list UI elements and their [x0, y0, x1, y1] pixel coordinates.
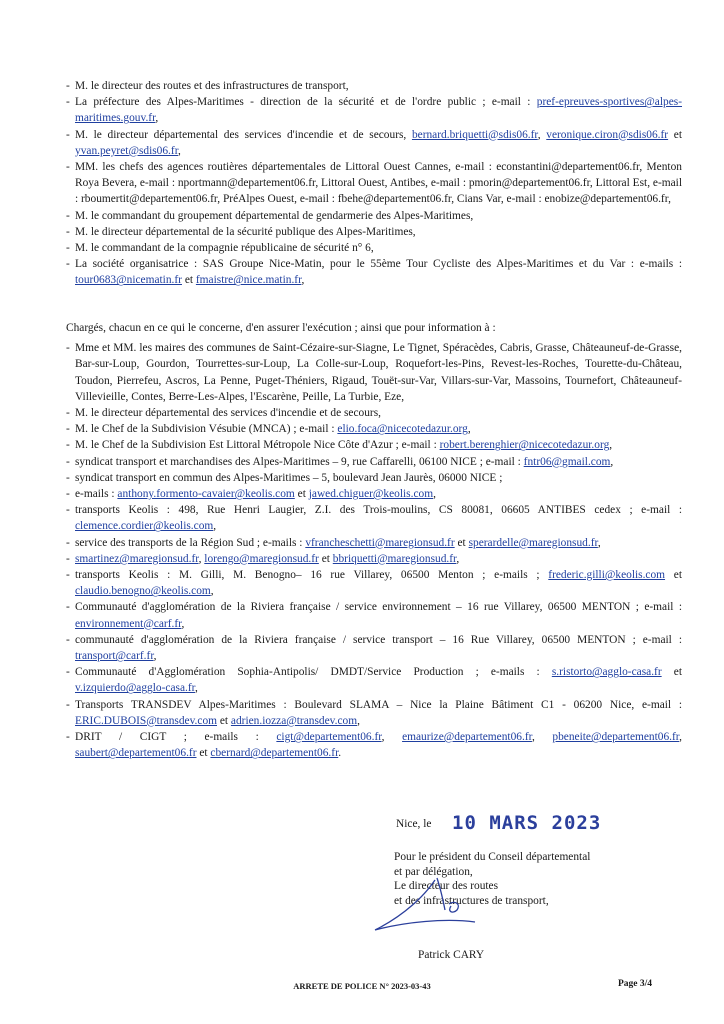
email-link[interactable]: cigt@departement06.fr	[276, 731, 382, 744]
list-item-text: communauté d'agglomération de la Riviera française / service transport – 16 Rue Villarey, 06500 MENTON ; e-mail :	[75, 633, 682, 646]
list-item	[66, 340, 682, 405]
list-item: - smartinez@maregionsud.fr, lorengo@maregionsud.fr et bbriquetti@maregionsud.fr,	[66, 551, 682, 567]
list-item-text: e-mails :	[75, 488, 115, 501]
list-item: - service des transports de la Région Sud ; e-mails : vfrancheschetti@maregionsud.fr et sperardelle@maregionsud.fr,	[66, 535, 682, 551]
page-number: Page 3/4	[617, 979, 652, 989]
list-item-text: service des transports de la Région Sud ; e-mails :	[75, 536, 303, 549]
signature-line: et des infrastructures de transport,	[394, 894, 549, 907]
footer-title: ARRETE DE POLICE N° 2023-03-43	[293, 981, 431, 991]
list-item-text: La société organisatrice : SAS Groupe Nice-Matin, pour le 55ème Tour Cycliste des Alpes-Maritimes et du Var : e-mails :	[75, 258, 682, 271]
list-item-text: M. le Chef de la Subdivision Est Littoral Métropole Nice Côte d'Azur ; e-mail :	[75, 439, 437, 452]
list-item-text: M. le commandant de la compagnie républicaine de sécurité n° 6,	[75, 242, 374, 255]
informed-block	[66, 320, 682, 761]
email-link[interactable]: saubert@departement06.fr	[75, 747, 197, 760]
signature-line: et par délégation,	[394, 865, 473, 878]
list-item: - Communauté d'agglomération de la Riviera française / service environnement – 16 rue Villarey, 06500 MENTON ; e-mail : environnement@carf.fr,	[66, 599, 682, 631]
list-item-text: M. le directeur départemental de la sécurité publique des Alpes-Maritimes,	[75, 225, 416, 238]
email-link[interactable]: cbernard@departement06.fr	[210, 747, 339, 760]
list-item: - M. le directeur départemental des services d'incendie et de secours, bernard.briquetti@sdis06.fr, veronique.ciron@sdis06.fr et yvan.peyret@sdis06.fr,	[66, 127, 682, 159]
list-item-text: Mme et MM. les maires des communes de Saint-Cézaire-sur-Siagne, Le Tignet, Spéracèdes, Cabris, Grasse, Châteauneuf-de-Grasse, Bar-sur-Loup, Gourdon, Tourrettes-sur-Loup, La Colle-sur-Loup, Roquefort-les-Pins, Revest-les-Roches, Tourette-du-Château, Toudon, Pierrefeu, Ascros, La Penne, Puget-Théniers, Rigaud, Touët-sur-Var, Villars-sur-Var, Massoins, Tournefort, Châteauneuf-Villevieille, Contes, Berre-Les-Alpes, l'Escarène, Peille, La Turbie, Eze,	[75, 342, 682, 403]
list-item-text: Transports TRANSDEV Alpes-Maritimes : Boulevard SLAMA – Nice la Plaine Bâtiment C1 - 06200 Nice, e-mail :	[75, 698, 682, 711]
email-link[interactable]: vfrancheschetti@maregionsud.fr	[305, 536, 455, 549]
list-item-text: MM. les chefs des agences routières départementales de Littoral Ouest Cannes, e-mail : econstantini@departement06.fr, Menton Roya Bevera, e-mail : nportmann@departement06.fr, Littoral Ouest, Antibes, e-mail : pmorin@departement06.fr, Littoral Est, e-mail : rboumertit@departement06.fr, PréAlpes Ouest, e-mail : fbehe@departement06.fr, Cians Var, e-mail : enobize@departement06.fr,	[75, 161, 682, 206]
email-link[interactable]: environnement@carf.fr	[75, 617, 182, 630]
email-link[interactable]: sperardelle@maregionsud.fr	[468, 536, 598, 549]
email-link[interactable]: smartinez@maregionsud.fr	[75, 552, 199, 565]
list-item: - La société organisatrice : SAS Groupe Nice-Matin, pour le 55ème Tour Cycliste des Alpes-Maritimes et du Var : e-mails : tour0683@nicematin.fr et fmaistre@nice.matin.fr,	[66, 256, 682, 288]
list-item-text: syndicat transport et marchandises des Alpes-Maritimes – 9, rue Caffarelli, 06100 NICE ; e-mail :	[75, 455, 521, 468]
list-item-text: Communauté d'Agglomération Sophia-Antipolis/ DMDT/Service Production ; e-mails :	[75, 666, 540, 679]
email-link[interactable]: robert.berenghier@nicecotedazur.org	[439, 439, 610, 452]
email-link[interactable]: veronique.ciron@sdis06.fr	[546, 128, 669, 141]
signature-place: Nice, le	[396, 818, 432, 830]
email-link[interactable]: elio.foca@nicecotedazur.org	[337, 423, 468, 436]
list-item-text: M. le directeur départemental des services d'incendie et de secours,	[75, 128, 407, 141]
list-item: - communauté d'agglomération de la Riviera française / service transport – 16 Rue Villarey, 06500 MENTON ; e-mail : transport@carf.fr,	[66, 632, 682, 664]
list-item-text: transports Keolis : M. Gilli, M. Benogno– 16 rue Villarey, 06500 Menton ; e-mails ;	[75, 569, 540, 582]
email-link[interactable]: bbriquetti@maregionsud.fr	[332, 552, 457, 565]
list-item: - M. le Chef de la Subdivision Vésubie (MNCA) ; e-mail : elio.foca@nicecotedazur.org,	[66, 421, 682, 437]
email-link[interactable]: tour0683@nicematin.fr	[75, 274, 182, 287]
list-item-text: Communauté d'agglomération de la Riviera française / service environnement – 16 rue Villarey, 06500 MENTON ; e-mail :	[75, 601, 682, 614]
email-link[interactable]: yvan.peyret@sdis06.fr	[75, 144, 179, 157]
email-link[interactable]: ERIC.DUBOIS@transdev.com	[75, 714, 217, 727]
list-item	[66, 78, 682, 94]
signature-line: Pour le président du Conseil départemental	[394, 851, 591, 863]
email-link[interactable]: pref-epreuves-sportives@alpes-maritimes.gouv.fr	[75, 96, 682, 125]
email-link[interactable]: v.izquierdo@agglo-casa.fr	[75, 682, 195, 695]
email-link[interactable]: s.ristorto@agglo-casa.fr	[551, 666, 662, 679]
list-item	[66, 159, 682, 208]
email-link[interactable]: fmaistre@nice.matin.fr	[195, 274, 302, 287]
list-item-text: DRIT / CIGT ; e-mails :	[75, 731, 259, 744]
email-link[interactable]: adrien.iozza@transdev.com	[230, 714, 358, 727]
list-item: - e-mails : anthony.formento-cavaier@keolis.com et jawed.chiguer@keolis.com,	[66, 486, 682, 502]
email-link[interactable]: emaurize@departement06.fr	[402, 731, 532, 744]
date-stamp: 10 MARS 2023	[452, 812, 602, 834]
list-item: - La préfecture des Alpes-Maritimes - direction de la sécurité et de l'ordre public ; e-mail : pref-epreuves-sportives@alpes-maritimes.gouv.fr,	[66, 94, 682, 126]
email-link[interactable]: clemence.cordier@keolis.com	[75, 520, 214, 533]
email-link[interactable]: fntr06@gmail.com	[523, 455, 611, 468]
list-item-text: M. le directeur départemental des services d'incendie et de secours,	[75, 407, 381, 420]
signature-line: Le directeur des routes	[394, 880, 499, 892]
recipients-block	[66, 78, 682, 289]
email-link[interactable]: bernard.briquetti@sdis06.fr	[411, 128, 538, 141]
email-link[interactable]: anthony.formento-cavaier@keolis.com	[117, 488, 295, 501]
charges-intro: Chargés, chacun en ce qui le concerne, d'en assurer l'exécution ; ainsi que pour information à :	[66, 322, 496, 334]
handwritten-signature	[365, 860, 485, 940]
list-item: - syndicat transport et marchandises des Alpes-Maritimes – 9, rue Caffarelli, 06100 NICE ; e-mail : fntr06@gmail.com,	[66, 454, 682, 470]
list-item	[66, 405, 682, 421]
list-item-text: transports Keolis : 498, Rue Henri Laugier, Z.I. des Trois-moulins, CS 80081, 06605 ANTIBES cedex ; e-mail :	[75, 504, 682, 517]
list-item: - transports Keolis : 498, Rue Henri Laugier, Z.I. des Trois-moulins, CS 80081, 06605 ANTIBES cedex ; e-mail : clemence.cordier@keolis.com,	[66, 502, 682, 534]
list-item-text: M. le directeur des routes et des infrastructures de transport,	[75, 80, 349, 92]
list-item-text: syndicat transport en commun des Alpes-Maritimes – 5, boulevard Jean Jaurès, 06000 NICE ;	[75, 471, 503, 484]
recipients-list	[66, 78, 682, 289]
list-item	[66, 240, 682, 256]
list-item	[66, 470, 682, 486]
email-link[interactable]: pbeneite@departement06.fr	[552, 731, 680, 744]
email-link[interactable]: frederic.gilli@keolis.com	[548, 569, 666, 582]
email-link[interactable]: jawed.chiguer@keolis.com	[308, 488, 434, 501]
list-item: - Transports TRANSDEV Alpes-Maritimes : Boulevard SLAMA – Nice la Plaine Bâtiment C1 - 06200 Nice, e-mail : ERIC.DUBOIS@transdev.com et adrien.iozza@transdev.com,	[66, 697, 682, 729]
list-item: - DRIT / CIGT ; e-mails : cigt@departement06.fr, emaurize@departement06.fr, pbeneite@departement06.fr, saubert@departement06.fr et cbernard@departement06.fr.	[66, 729, 682, 761]
list-item: - transports Keolis : M. Gilli, M. Benogno– 16 rue Villarey, 06500 Menton ; e-mails ; frederic.gilli@keolis.com et claudio.benogno@keolis.com,	[66, 567, 682, 599]
signatory-name: Patrick CARY	[418, 949, 485, 961]
email-link[interactable]: claudio.benogno@keolis.com	[75, 585, 211, 598]
list-item-text: La préfecture des Alpes-Maritimes - direction de la sécurité et de l'ordre public ; e-mail :	[75, 96, 531, 109]
email-link[interactable]: lorengo@maregionsud.fr	[204, 552, 319, 565]
email-link[interactable]: transport@carf.fr	[75, 650, 154, 663]
list-item: - Communauté d'Agglomération Sophia-Antipolis/ DMDT/Service Production ; e-mails : s.ristorto@agglo-casa.fr et v.izquierdo@agglo-casa.fr,	[66, 664, 682, 696]
list-item-text: M. le Chef de la Subdivision Vésubie (MNCA) ; e-mail :	[75, 423, 335, 436]
informed-list	[66, 340, 682, 761]
list-item: - M. le Chef de la Subdivision Est Littoral Métropole Nice Côte d'Azur ; e-mail : robert.berenghier@nicecotedazur.org,	[66, 437, 682, 453]
list-item	[66, 224, 682, 240]
list-item-text: M. le commandant du groupement départemental de gendarmerie des Alpes-Maritimes,	[75, 209, 474, 222]
list-item	[66, 208, 682, 224]
